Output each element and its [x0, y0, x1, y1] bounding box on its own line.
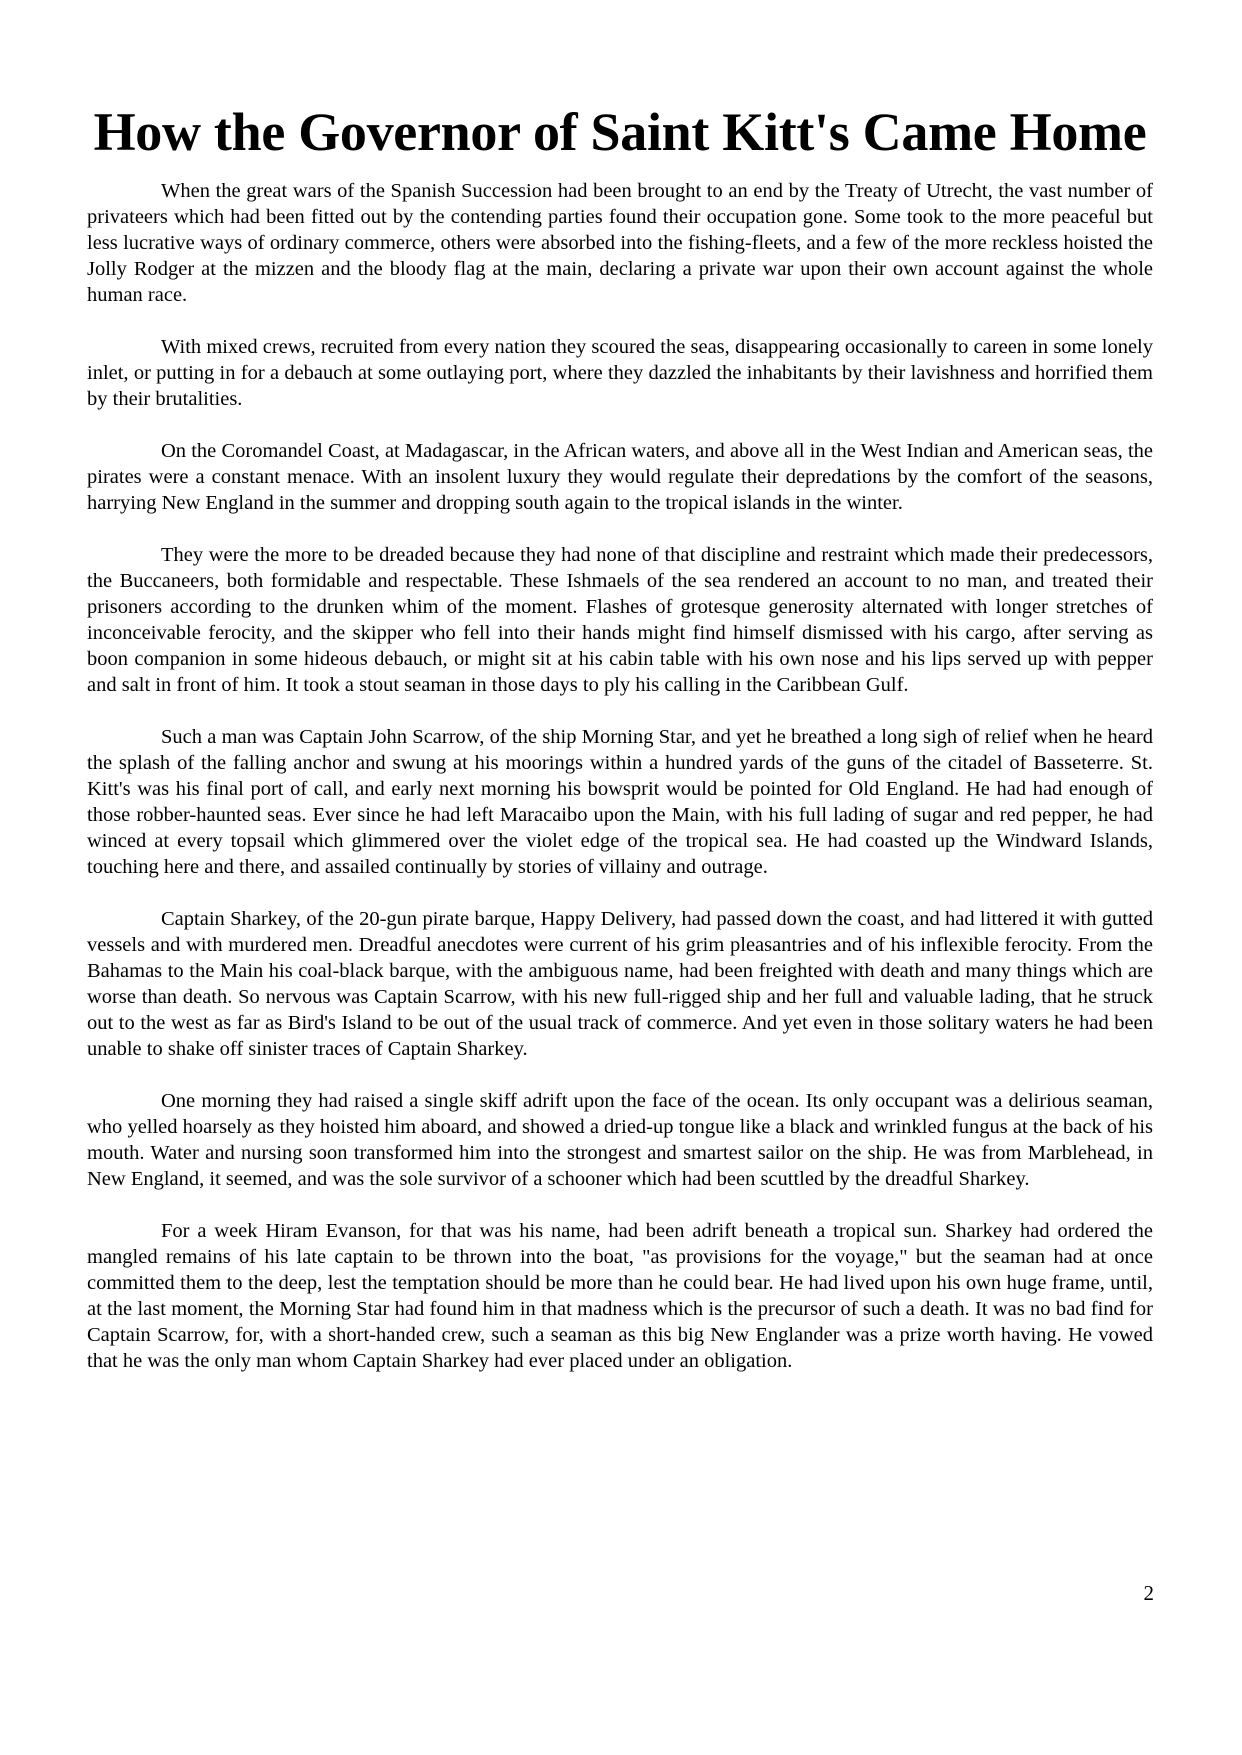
paragraph-4: They were the more to be dreaded because they had none of that discipline and restraint which made their predecessors, the Buccaneers, both formidable and respectable. These Ishmaels of the sea rendered an account to no man, and treated their prisoners according to the drunken whim of the moment. Flashes of grotesque generosity alternated with longer stretches of inconceivable ferocity, and the skipper who fell into their hands might find himself dismissed with his cargo, after serving as boon companion in some hideous debauch, or might sit at his cabin table with his own nose and his lips served up with pepper and salt in front of him. It took a stout seaman in those days to ply his calling in the Caribbean Gulf.: [87, 544, 1153, 696]
chapter-title: How the Governor of Saint Kitt's Came Home: [93, 102, 1147, 162]
document-page: [87, 100, 1153, 1400]
paragraph-8: For a week Hiram Evanson, for that was his name, had been adrift beneath a tropical sun. Sharkey had ordered the mangled remains of his late captain to be thrown into the boat, "as provisions for the voyage," but the seaman had at once committed them to the deep, lest the temptation should be more than he could bear. He had lived upon his own huge frame, until, at the last moment, the Morning Star had found him in that madness which is the precursor of such a death. It was no bad find for Captain Scarrow, for, with a short-handed crew, such a seaman as this big New Englander was a prize worth having. He vowed that he was the only man whom Captain Sharkey had ever placed under an obligation.: [87, 1220, 1153, 1372]
page-number: 2: [1143, 1581, 1154, 1605]
paragraph-3: On the Coromandel Coast, at Madagascar, in the African waters, and above all in the West Indian and American seas, the pirates were a constant menace. With an insolent luxury they would regulate their depredations by the comfort of the seasons, harrying New England in the summer and dropping south again to the tropical islands in the winter.: [87, 440, 1153, 514]
paragraph-5: Such a man was Captain John Scarrow, of the ship Morning Star, and yet he breathed a long sigh of relief when he heard the splash of the falling anchor and swung at his moorings within a hundred yards of the guns of the citadel of Basseterre. St. Kitt's was his final port of call, and early next morning his bowsprit would be pointed for Old England. He had had enough of those robber-haunted seas. Ever since he had left Maracaibo upon the Main, with his full lading of sugar and red pepper, he had winced at every topsail which glimmered over the violet edge of the tropical sea. He had coasted up the Windward Islands, touching here and there, and assailed continually by stories of villainy and outrage.: [87, 726, 1153, 878]
paragraph-6: Captain Sharkey, of the 20-gun pirate barque, Happy Delivery, had passed down the coast, and had littered it with gutted vessels and with murdered men. Dreadful anecdotes were current of his grim pleasantries and of his inflexible ferocity. From the Bahamas to the Main his coal-black barque, with the ambiguous name, had been freighted with death and many things which are worse than death. So nervous was Captain Scarrow, with his new full-rigged ship and her full and valuable lading, that he struck out to the west as far as Bird's Island to be out of the usual track of commerce. And yet even in those solitary waters he had been unable to shake off sinister traces of Captain Sharkey.: [87, 908, 1153, 1060]
paragraph-2: With mixed crews, recruited from every nation they scoured the seas, disappearing occasionally to careen in some lonely inlet, or putting in for a debauch at some outlaying port, where they dazzled the inhabitants by their lavishness and horrified them by their brutalities.: [87, 336, 1153, 410]
paragraph-1: When the great wars of the Spanish Succession had been brought to an end by the Treaty of Utrecht, the vast number of privateers which had been fitted out by the contending parties found their occupation gone. Some took to the more peaceful but less lucrative ways of ordinary commerce, others were absorbed into the fishing-fleets, and a few of the more reckless hoisted the Jolly Rodger at the mizzen and the bloody flag at the main, declaring a private war upon their own account against the whole human race.: [87, 180, 1153, 306]
paragraph-7: One morning they had raised a single skiff adrift upon the face of the ocean. Its only occupant was a delirious seaman, who yelled hoarsely as they hoisted him aboard, and showed a dried-up tongue like a black and wrinkled fungus at the back of his mouth. Water and nursing soon transformed him into the strongest and smartest sailor on the ship. He was from Marblehead, in New England, it seemed, and was the sole survivor of a schooner which had been scuttled by the dreadful Sharkey.: [87, 1090, 1153, 1190]
